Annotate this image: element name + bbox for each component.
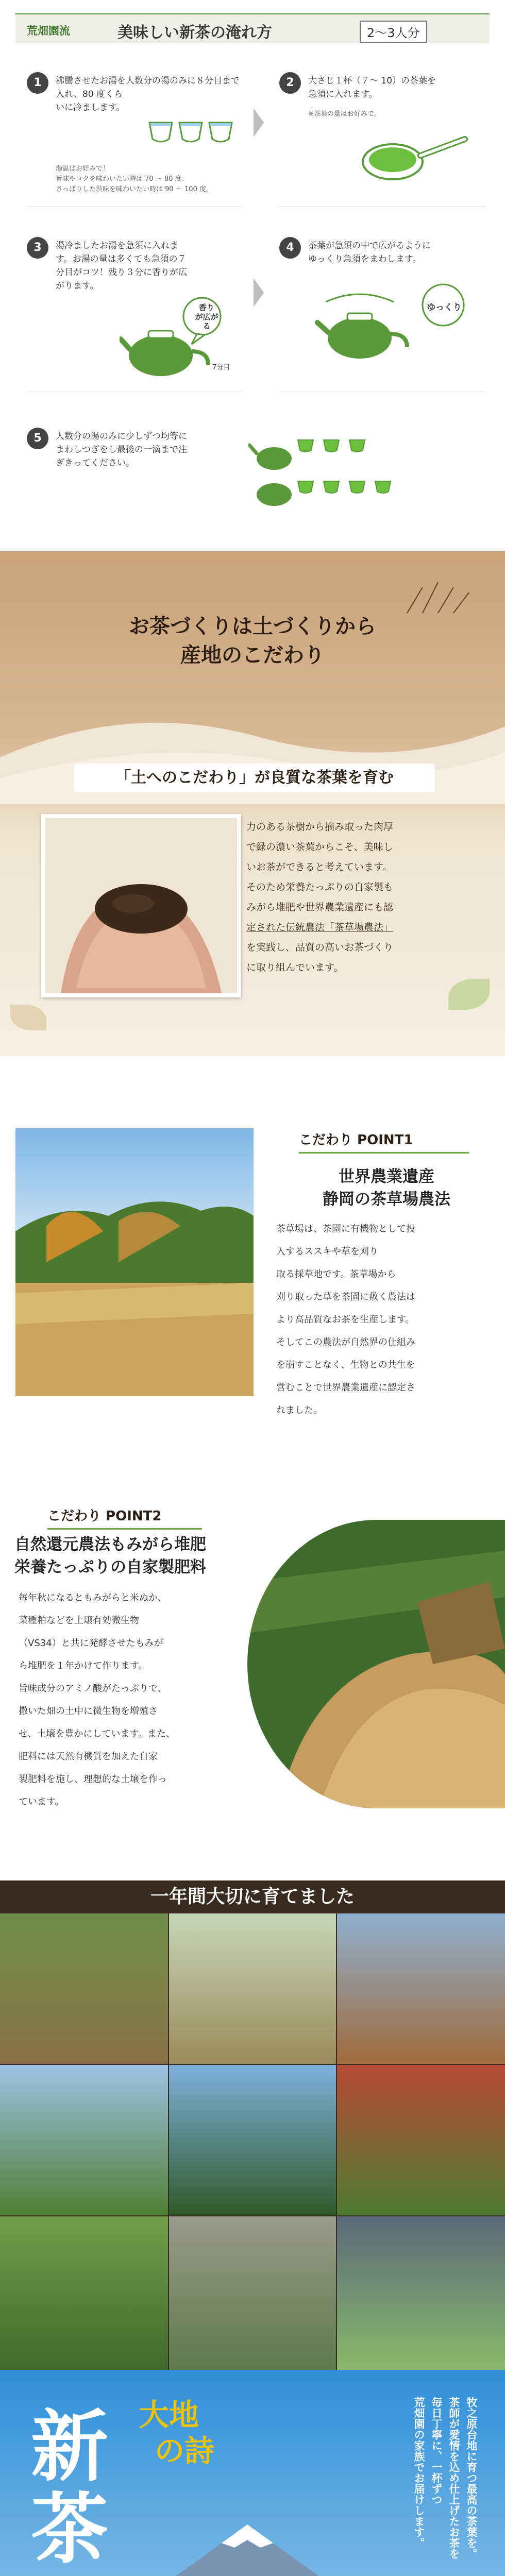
slowly-bubble-text: ゆっくり: [427, 302, 462, 313]
point1-label: こだわり POINT1: [299, 1129, 413, 1148]
chagusaba-field-photo: [15, 1128, 254, 1396]
farm-work-photo: [169, 2065, 336, 2215]
soil-commitment-section: [0, 551, 505, 1056]
brewing-guide-header: [15, 13, 490, 43]
soil-section-title: お茶づくりは土づくりから 産地のこだわり: [129, 615, 376, 667]
farm-work-photo: [337, 2216, 505, 2370]
swirling-teapot-illustration: [310, 281, 480, 369]
point1-text: 茶草場は、茶園に有機物として投 入するススキや草を刈り 取る採草地です。茶草場から 刈り取った草を茶園に敷く農法は より高品質なお茶を生産します。 そしてこの農法が自然界の仕組み を崩すことなく、生物との共生を 営むことで世界農業遺産に認定さ れました。: [276, 1224, 415, 1416]
soil-in-hands-photo: [41, 814, 241, 997]
brew-step-1: [27, 72, 243, 207]
farm-work-photo: [169, 1913, 336, 2064]
aroma-bubble-text: 香り が広がる: [195, 303, 218, 331]
shop-style-label: 荒畑園流: [27, 25, 70, 37]
tea-spoon-illustration: [357, 129, 470, 185]
commitment-points-section: [0, 1056, 505, 1880]
step-number: 5: [27, 428, 48, 449]
pouring-cups-illustration: [248, 428, 413, 510]
teacups-illustration: [145, 112, 238, 148]
point2-heading: 自然還元農法もみがら堆肥 栄養たっぷりの自家製肥料: [14, 1535, 206, 1577]
farm-work-photo: [0, 2065, 168, 2215]
farm-work-photo: [169, 2216, 336, 2370]
brew-step-3: [27, 237, 243, 392]
step-arrow-icon: [254, 278, 264, 307]
step-instruction: 湯冷ましたお湯を急須に入れま す。お湯の量は多くても急須の７ 分目がコツ！残り３分に香りが広 がります。: [56, 241, 187, 291]
step-number: 3: [27, 237, 48, 259]
step-arrow-icon: [254, 108, 264, 137]
step-number: 2: [279, 72, 301, 94]
step-instruction: 大さじ１杯（７〜 10）の茶葉を 急須に入れます。: [308, 76, 436, 99]
new-tea-vertical-copy: 毎日丁寧に、一杯ずつ: [430, 2397, 443, 2505]
brew-step-5: [27, 428, 485, 520]
new-tea-vertical-copy: 牧之原台地に育つ最高の茶葉を。: [465, 2397, 478, 2559]
point2-label: こだわり POINT2: [47, 1505, 161, 1524]
rice-husk-compost-photo: [247, 1520, 505, 1808]
point2-text: 毎年秋になるともみがらと米ぬか、 菜種粕などを土壌有効微生物 （VS34）と共に発酵させたもみが ら堆肥を１年かけて作ります。 旨味成分のアミノ酸がたっぷりで、 撒いた畑の土中に微生物を増殖さ せ、土壌を豊かにしています。また、 肥料には天然有機質を加えた自家 製肥料を施し、理想的な土壌を作っ ています。: [19, 1592, 176, 1807]
year-round-title: 一年間大切に育てました: [150, 1886, 355, 1907]
step-instruction: 人数分の湯のみに少しずつ均等に まわしつぎをし最後の一滴まで注 ぎきってください。: [56, 431, 187, 468]
farm-work-photo: [337, 1913, 505, 2064]
leaf-decoration: [448, 979, 490, 1010]
step-instruction: 沸騰させたお湯を人数分の湯のみに８分目まで入れ、80 度くら いに冷まします。: [56, 76, 240, 113]
farm-work-photo: [337, 2065, 505, 2215]
seven-tenths-label: 7分目: [212, 364, 230, 371]
soil-commitment-text: 力のある茶樹から摘み取った肉厚 で緑の濃い茶葉からこそ、美味し いお茶ができると考えています。 そのため栄養たっぷりの自家製も みがら堆肥や世界農業遺産にも認 定された伝統農法「茶草場農法」 を実践し、品質の高いお茶づくり に取り組んでいます。: [246, 821, 394, 973]
farm-work-photo: [0, 2216, 168, 2370]
brewing-guide-title: 美味しい新茶の淹れ方: [117, 24, 272, 42]
step-number: 4: [279, 237, 301, 259]
step-note: 湯温はお好みで！ 旨味やコクを味わいたい時は 70 〜 80 度、 さっぱりした渋味を味わいたい時は 90 〜 100 度。: [56, 165, 213, 193]
brew-step-4: [279, 237, 485, 392]
serving-size-badge: 2〜3人分: [360, 21, 427, 43]
new-tea-vertical-copy: 茶師が愛情を込め仕上げたお茶を: [448, 2397, 460, 2559]
step-note: ※茶葉の量はお好みで。: [308, 110, 381, 118]
brewing-guide: [0, 0, 505, 551]
step-instruction: 茶葉が急須の中で広がるように ゆっくり急須をまわします。: [308, 241, 431, 264]
new-tea-section: [0, 2370, 505, 2576]
point1-heading: 世界農業遺産 静岡の茶草場農法: [323, 1167, 450, 1209]
new-tea-headline: 新 茶: [31, 2402, 109, 2574]
brew-step-2: [279, 72, 485, 207]
leaf-decoration: [10, 1005, 46, 1030]
farm-work-photo: [0, 1913, 168, 2064]
new-tea-vertical-copy: 荒畑園の家族でお届けします。: [413, 2397, 425, 2548]
soil-commitment-ribbon: 「土へのこだわり」が良質な茶葉を育む: [74, 764, 435, 792]
daichi-no-uta-logo: 大地 の詩: [139, 2397, 215, 2468]
year-round-section: [0, 1880, 505, 2370]
step-number: 1: [27, 72, 48, 94]
